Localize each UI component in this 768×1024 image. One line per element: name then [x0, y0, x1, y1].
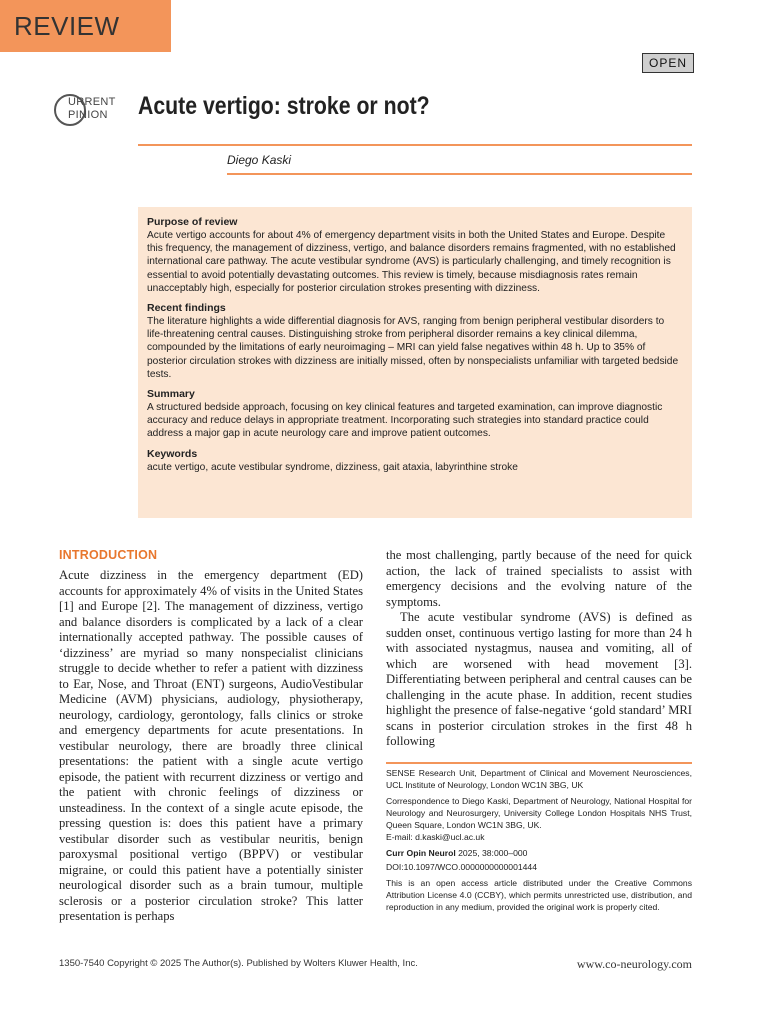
journal-citation — [386, 847, 692, 859]
abstract-box — [138, 207, 692, 518]
purpose-text: Acute vertigo accounts for about 4% of emergency department visits in both the United States and Europe. Despite this frequency, the management of dizziness, vertigo, and balance disorders remains fragmented, with no established international care pathway. The acute vestibular syndrome (AVS) is particularly challenging, and timely recognition is essential to avoid potentially devastating outcomes. This review is timely, because misdiagnosis rates remain unacceptably high, especially for posterior circulation strokes presenting with dizziness. — [147, 230, 676, 294]
doi: DOI:10.1097/WCO.0000000000001444 — [386, 862, 537, 872]
correspondence: Correspondence to Diego Kaski, Department of Neurology, National Hospital for Neurology and Neurosurgery, University College London Hospitals NHS Trust, Queen Square, London WC1N 3BG, UK. — [386, 796, 692, 830]
summary-heading: Summary — [147, 388, 195, 401]
current-opinion-logo — [54, 94, 124, 126]
right-paragraph-1: the most challenging, partly because of the need for quick action, the lack of trained specialists to assist with emergency decisions and the evolving nature of the symptoms. — [386, 548, 692, 609]
intro-paragraph: Acute dizziness in the emergency department (ED) accounts for approximately 4% of visits in the United States [1] and Europe [2]. The management of dizziness, vertigo and balance disorders is complicated by a lack of a clear internationally accepted pathway. The possible causes of ‘dizziness’ are myriad so many nonspecialist clinicians struggle to decide whether to refer a patient with dizziness to Ear, Nose, and Throat (ENT) surgeons, AudioVestibular Medicine (AVM) physicians, audiology, physiotherapy, neurology, cardiology, gerontology, falls clinics or stroke and emergency departments for acute presentations. In vestibular neurology, there are broadly three clinical presentations: the patient with a single acute vertigo episode, the patient with recurrent dizziness or vertigo and the patient with chronic feelings of dizziness or unsteadiness. In the context of a single acute episode, the pressing question is: does this patient have a primary vestibular disorder such as vestibular neuritis, benign paroxysmal positional vertigo (BPPV) or vestibular migraine, or could this patient have a potentially sinister neurological disorder such as a brain tumour, multiple sclerosis or a posterior circulation stroke? This latter presentation is perhaps — [59, 568, 363, 923]
keywords-heading: Keywords — [147, 447, 198, 460]
footer-copyright: 1350-7540 Copyright © 2025 The Author(s). Published by Wolters Kluwer Health, Inc. — [59, 958, 418, 969]
affiliation-block — [386, 767, 692, 917]
introduction-heading: INTRODUCTION — [59, 548, 158, 562]
author-rule — [227, 173, 692, 175]
footer-website[interactable]: www.co-neurology.com — [576, 957, 692, 971]
affiliation-rule — [386, 762, 692, 764]
license-text: This is an open access article distributed under the Creative Commons Attribution License 4.0 (CCBY), which permits unrestricted use, distribution, and reproduction in any medium, provided the original work is properly cited. — [386, 878, 692, 912]
logo-line-2: PINION — [68, 109, 108, 121]
right-paragraph-2: The acute vestibular syndrome (AVS) is defined as sudden onset, continuous vertigo lasting for more than 24 h with associated nystagmus, nausea and vomiting, all of which are worsened with head movement [3]. Differentiating between peripheral and central causes can be challenging in the acute phase. In addition, recent studies highlight the presence of false-negative ‘gold standard’ MRI scans in posterior circulation strokes in the first 48 h following — [386, 610, 692, 748]
author-name: Diego Kaski — [227, 153, 292, 167]
affiliation-unit: SENSE Research Unit, Department of Clinical and Movement Neurosciences, UCL Institute of Neurology, London WC1N 3BG, UK — [386, 768, 692, 790]
summary-text: A structured bedside approach, focusing on key clinical features and targeted examination, can improve diagnostic accuracy and reduce delays in appropriate treatment. Incorporating such strategies into standard practice could address a major gap in acute neurology care and improve patient outcomes. — [147, 402, 663, 440]
journal-name: Curr Opin Neurol — [386, 848, 456, 858]
logo-line-1: URRENT — [68, 96, 116, 108]
journal-ref: 2025, 38:000–000 — [455, 848, 528, 858]
right-column — [386, 548, 692, 750]
section-tab: REVIEW — [0, 0, 171, 52]
email: E-mail: d.kaski@ucl.ac.uk — [386, 832, 485, 842]
left-column — [59, 568, 363, 925]
findings-heading: Recent findings — [147, 302, 226, 315]
title-rule — [138, 144, 692, 146]
purpose-heading: Purpose of review — [147, 216, 238, 228]
keywords-text: acute vertigo, acute vestibular syndrome, dizziness, gait ataxia, labyrinthine stroke — [147, 461, 518, 473]
open-access-badge: OPEN — [642, 53, 694, 73]
findings-text: The literature highlights a wide differential diagnosis for AVS, ranging from benign peripheral vestibular disorders to life-threatening central causes. Distinguishing stroke from peripheral disorder remains a key clinical dilemma, compounded by the limitations of early neuroimaging – MRI can yield false negatives within 48 h. Up to 35% of posterior circulation strokes with dizziness are initially missed, often by nonspecialists unfamiliar with targeted bedside tests. — [147, 316, 679, 380]
article-title: Acute vertigo: stroke or not? — [138, 92, 430, 120]
